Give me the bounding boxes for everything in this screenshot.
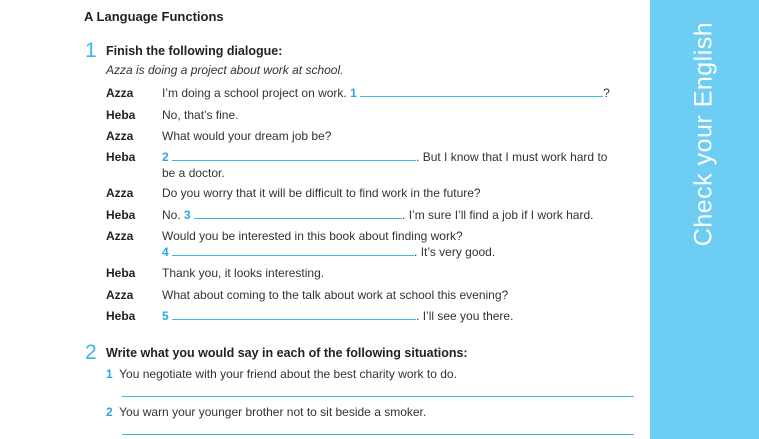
section-title: A Language Functions bbox=[84, 9, 224, 24]
blank-number: 1 bbox=[350, 86, 357, 100]
dialogue-text: Do you worry that it will be difficult to find work in the future? bbox=[162, 186, 481, 200]
speaker-name: Azza bbox=[106, 129, 134, 143]
dialogue-text: What would your dream job be? bbox=[162, 129, 332, 143]
speaker-name: Azza bbox=[106, 229, 134, 243]
dialogue-text: . It’s very good. bbox=[414, 245, 496, 259]
situation-text: You warn your younger brother not to sit beside a smoker. bbox=[119, 405, 427, 419]
speaker-name: Heba bbox=[106, 266, 136, 280]
answer-blank-3[interactable] bbox=[194, 207, 402, 219]
sidebar-label: Check your English bbox=[689, 21, 718, 247]
answer-line-2[interactable] bbox=[122, 434, 634, 435]
dialogue-text: . I’m sure I’ll find a job if I work hard. bbox=[402, 208, 594, 222]
answer-blank-5[interactable] bbox=[172, 308, 416, 320]
answer-blank-4[interactable] bbox=[172, 244, 414, 256]
speaker-name: Azza bbox=[106, 86, 134, 100]
dialogue-text: Would you be interested in this book about finding work? bbox=[162, 229, 463, 243]
question-2-number: 2 bbox=[85, 341, 97, 364]
dialogue-text: . I’ll see you there. bbox=[416, 309, 514, 323]
dialogue-text: No, that’s fine. bbox=[162, 108, 239, 122]
speaker-name: Heba bbox=[106, 208, 136, 222]
question-2-instruction: Write what you would say in each of the following situations: bbox=[106, 346, 468, 360]
situation-text: You negotiate with your friend about the best charity work to do. bbox=[119, 367, 457, 381]
speaker-name: Heba bbox=[106, 150, 136, 164]
answer-line-1[interactable] bbox=[122, 396, 634, 397]
question-1-instruction: Finish the following dialogue: bbox=[106, 44, 283, 58]
speaker-name: Heba bbox=[106, 309, 136, 323]
speaker-name: Azza bbox=[106, 288, 134, 302]
speaker-name: Azza bbox=[106, 186, 134, 200]
dialogue-text: I’m doing a school project on work. bbox=[162, 86, 351, 100]
situation-number: 2 bbox=[106, 405, 113, 419]
dialogue-text: Thank you, it looks interesting. bbox=[162, 266, 325, 280]
answer-blank-1[interactable] bbox=[360, 85, 603, 97]
blank-number: 4 bbox=[162, 245, 169, 259]
blank-number: 2 bbox=[162, 150, 169, 164]
dialogue-text: ? bbox=[603, 86, 610, 100]
dialogue-text: What about coming to the talk about work at school this evening? bbox=[162, 288, 509, 302]
speaker-name: Heba bbox=[106, 108, 136, 122]
situation-item bbox=[106, 367, 457, 381]
dialogue-text: . But I know that I must work hard to bbox=[416, 150, 608, 164]
answer-blank-2[interactable] bbox=[172, 149, 416, 161]
situation-number: 1 bbox=[106, 367, 113, 381]
dialogue-intro: Azza is doing a project about work at school. bbox=[106, 63, 344, 77]
dialogue-text: be a doctor. bbox=[162, 166, 225, 180]
dialogue-text: No. bbox=[162, 208, 185, 222]
blank-number: 3 bbox=[184, 208, 191, 222]
blank-number: 5 bbox=[162, 309, 169, 323]
situation-item bbox=[106, 405, 426, 419]
question-1-number: 1 bbox=[85, 39, 97, 62]
